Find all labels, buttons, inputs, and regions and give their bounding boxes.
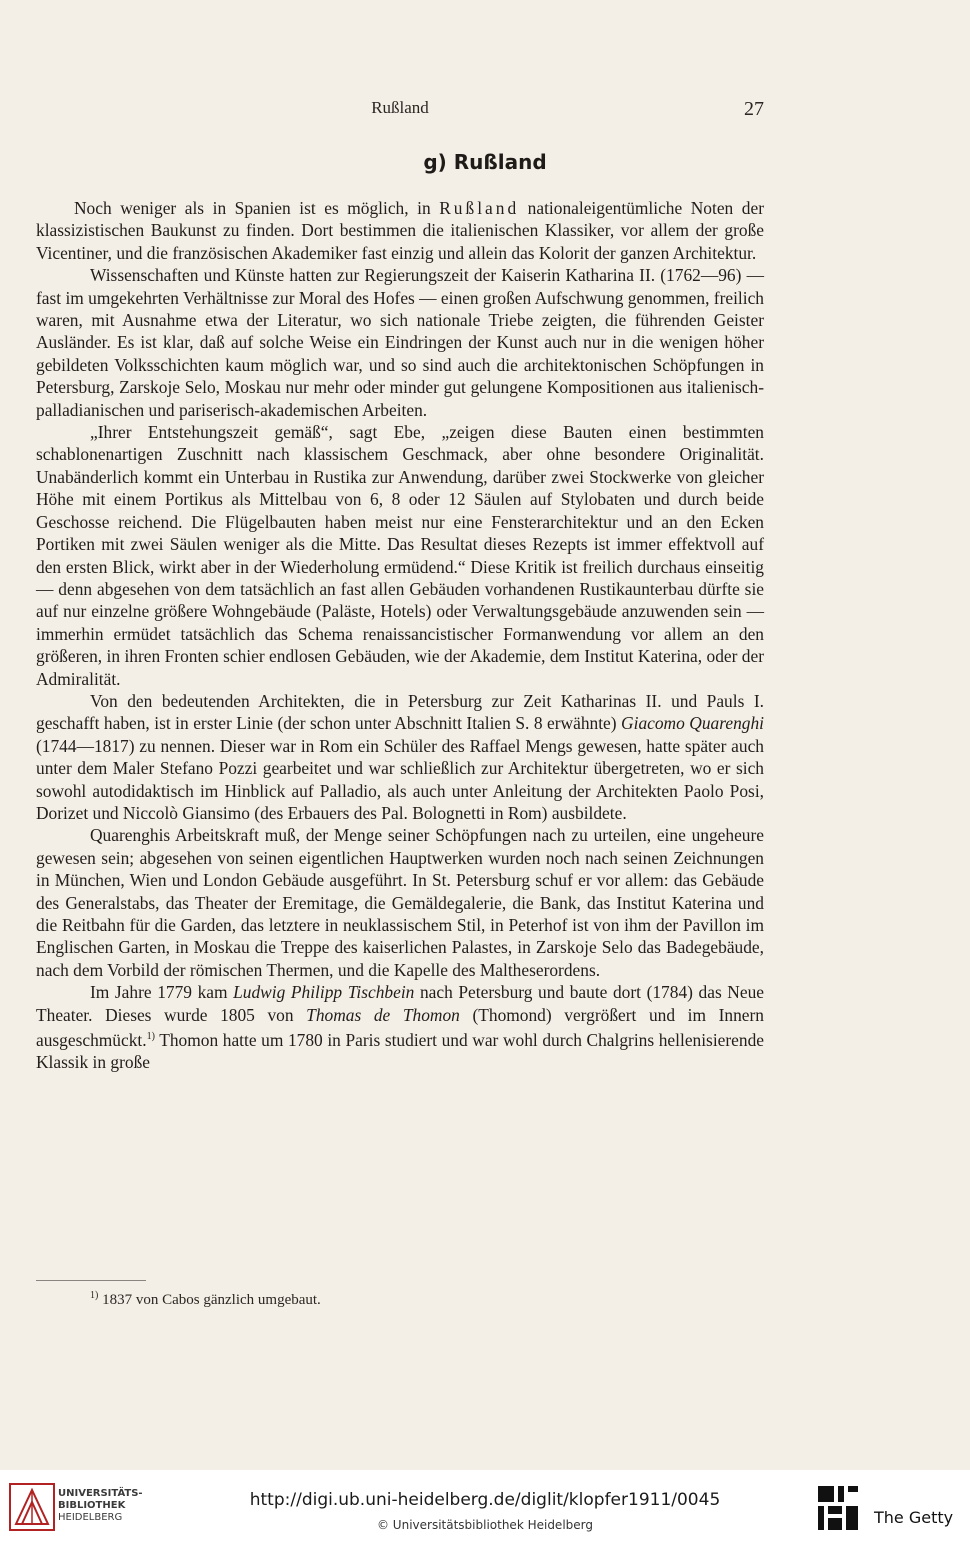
text-run: Thomon hatte um 1780 in Paris studiert und war wohl durch Chalgrins hellenisierende Klassik in große [36,1029,764,1073]
page-number: 27 [744,98,764,120]
paragraph-1 [36,197,764,264]
section-heading: g) Rußland [423,150,547,174]
spaced-emphasis: Rußland [439,198,520,218]
paragraph-2: Wissenschaften und Künste hatten zur Regierungszeit der Kaiserin Katharina II. (1762—96) — fast im umgekehrten Verhältnisse zur Moral des Hofes — einen großen Aufschwung genommen, freilich waren, mit Ausnahme etwa der Literatur, wo sich nationale Triebe zeigten, die führenden Geister Ausländer. Es ist klar, daß auf solche Weise ein Eindringen der Kunst auch nur in die wenigen höher gebildeten Volksschichten kaum möglich war, und so sind auch die architektonischen Schöpfungen in Petersburg, Zarskoje Selo, Moskau nur mehr oder minder gut gelungene Kompositionen aus italienisch-palladianischen und pariserisch-akademischen Arbeiten. [36,265,764,420]
paragraph-4 [36,690,764,824]
getty-logo-icon [816,1484,860,1534]
paragraph-6 [36,981,764,1073]
text-run: Von den bedeutenden Architekten, die in Petersburg zur Zeit Katharinas II. und Pauls I. geschafft haben, ist in erster Linie (der schon unter Abschnitt Italien S. 8 erwähnte) [36,690,764,734]
text-run: nach Petersburg und baute dort (1784) das Neue Theater. Dieses wurde 1805 von [36,982,764,1025]
running-head-title: Rußland [371,98,429,117]
copyright-text: © Universitätsbibliothek Heidelberg [376,1518,593,1532]
permalink-url[interactable]: http://digi.ub.uni-heidelberg.de/diglit/klopfer1911/0045 [249,1490,721,1510]
text-run: (Thomond) vergrößert und im Innern ausgeschmückt. [36,1004,764,1050]
body-text [36,197,764,1074]
footnote-rule [36,1280,146,1281]
footer-bar [0,1470,970,1543]
library-line: BIBLIOTHEK [58,1500,126,1511]
footnote [90,1290,321,1309]
library-line: HEIDELBERG [58,1512,123,1523]
text-run: Noch weniger als in Spanien ist es möglich, in [74,198,440,218]
italic-name: Thomas de Thomon [306,1004,460,1025]
getty-label: The Getty [874,1508,954,1527]
running-head [36,98,764,124]
italic-name: Ludwig Philipp Tischbein [233,982,415,1003]
text-run: Im Jahre 1779 kam [90,982,234,1003]
paragraph-3: „Ihrer Entstehungszeit gemäß“, sagt Ebe, „zeigen diese Bauten einen bestimmten schablonenartigen Zuschnitt nach klassischem Geschmack, aber ohne besondere Originalität. Unabänderlich kommt ein Unterbau in Rustika zur Anwendung, darüber zwei Stockwerke von gleicher Höhe mit einem Portikus als Mittelbau von 6, 8 oder 12 Säulen auf Stylobaten und durch beide Geschosse reichend. Die Flügelbauten haben meist nur eine Fensterarchitektur und an den Ecken Portiken mit zwei Säulen weniger als die Mitte. Das Resultat dieses Rezepts ist immer effektvoll auf den ersten Blick, wirkt aber in der Wiederholung ermüdend.“ Diese Kritik ist freilich durchaus einseitig — denn abgesehen von dem tatsächlich an fast allen Gebäuden vorhandenen Rustikaunterbau dürfte sie auf nur einzelne größere Wohngebäude (Paläste, Hotels) oder Verwaltungsgebäude anzuwenden sein — immerhin ermüdet tatsächlich das Schema renaissancistischer Formanwendung vor allem an den größeren, in ihren Fronten schier endlosen Gebäuden, wie der Akademie, dem Institut Katerina, oder der Admiralität. [36,422,764,689]
footnote-ref[interactable]: 1) [146,1031,155,1043]
italic-name: Giacomo Quarenghi [621,713,764,734]
footnote-text: 1837 von Cabos gänzlich umgebaut. [98,1292,321,1308]
paragraph-5: Quarenghis Arbeitskraft muß, der Menge seiner Schöpfungen nach zu urteilen, eine ungeheure gewesen sein; abgesehen von seinen eigentlichen Hauptwerken wurden noch nach seinen Zeichnungen in München, Wien und London Gebäude ausgeführt. In St. Petersburg schuf er vor allem: das Gebäude des Generalstabs, das Theater der Eremitage, die Gemäldegalerie, die Bank, das Institut Katerina und die Reitbahn für die Garden, das letztere in neuklassischem Stil, in Peterhof ist von ihm der Pavillon im Englischen Garten, in Moskau die Treppe des kaiserlichen Palastes, in Zarskoje Selo das Badegebäude, nach dem Vorbild der römischen Thermen, und die Kapelle des Maltheserordens. [36,825,764,980]
footnote-marker: 1) [90,1290,99,1301]
text-run: nationaleigentümliche Noten der klassizistischen Baukunst zu finden. Dort bestimmen die italienischen Klassiker, vor allem der große Vicentiner, und die französischen Akademiker fast einzig und allein das Kolorit der ganzen Architektur. [36,198,764,263]
library-line: UNIVERSITÄTS- [58,1488,143,1499]
text-run: (1744—1817) zu nennen. Dieser war in Rom ein Schüler des Raffael Mengs gewesen, hatte später auch unter dem Maler Stefano Pozzi gearbeitet und war schließlich zur Architektur übergetreten, wo er sich sowohl autodidaktisch im Hinblick auf Palladio, als auch unter Anleitung der Architekten Paolo Posi, Dorizet und Niccolò Giansimo (des Erbauers des Pal. Bolognetti in Rom) ausbildete. [36,735,764,823]
